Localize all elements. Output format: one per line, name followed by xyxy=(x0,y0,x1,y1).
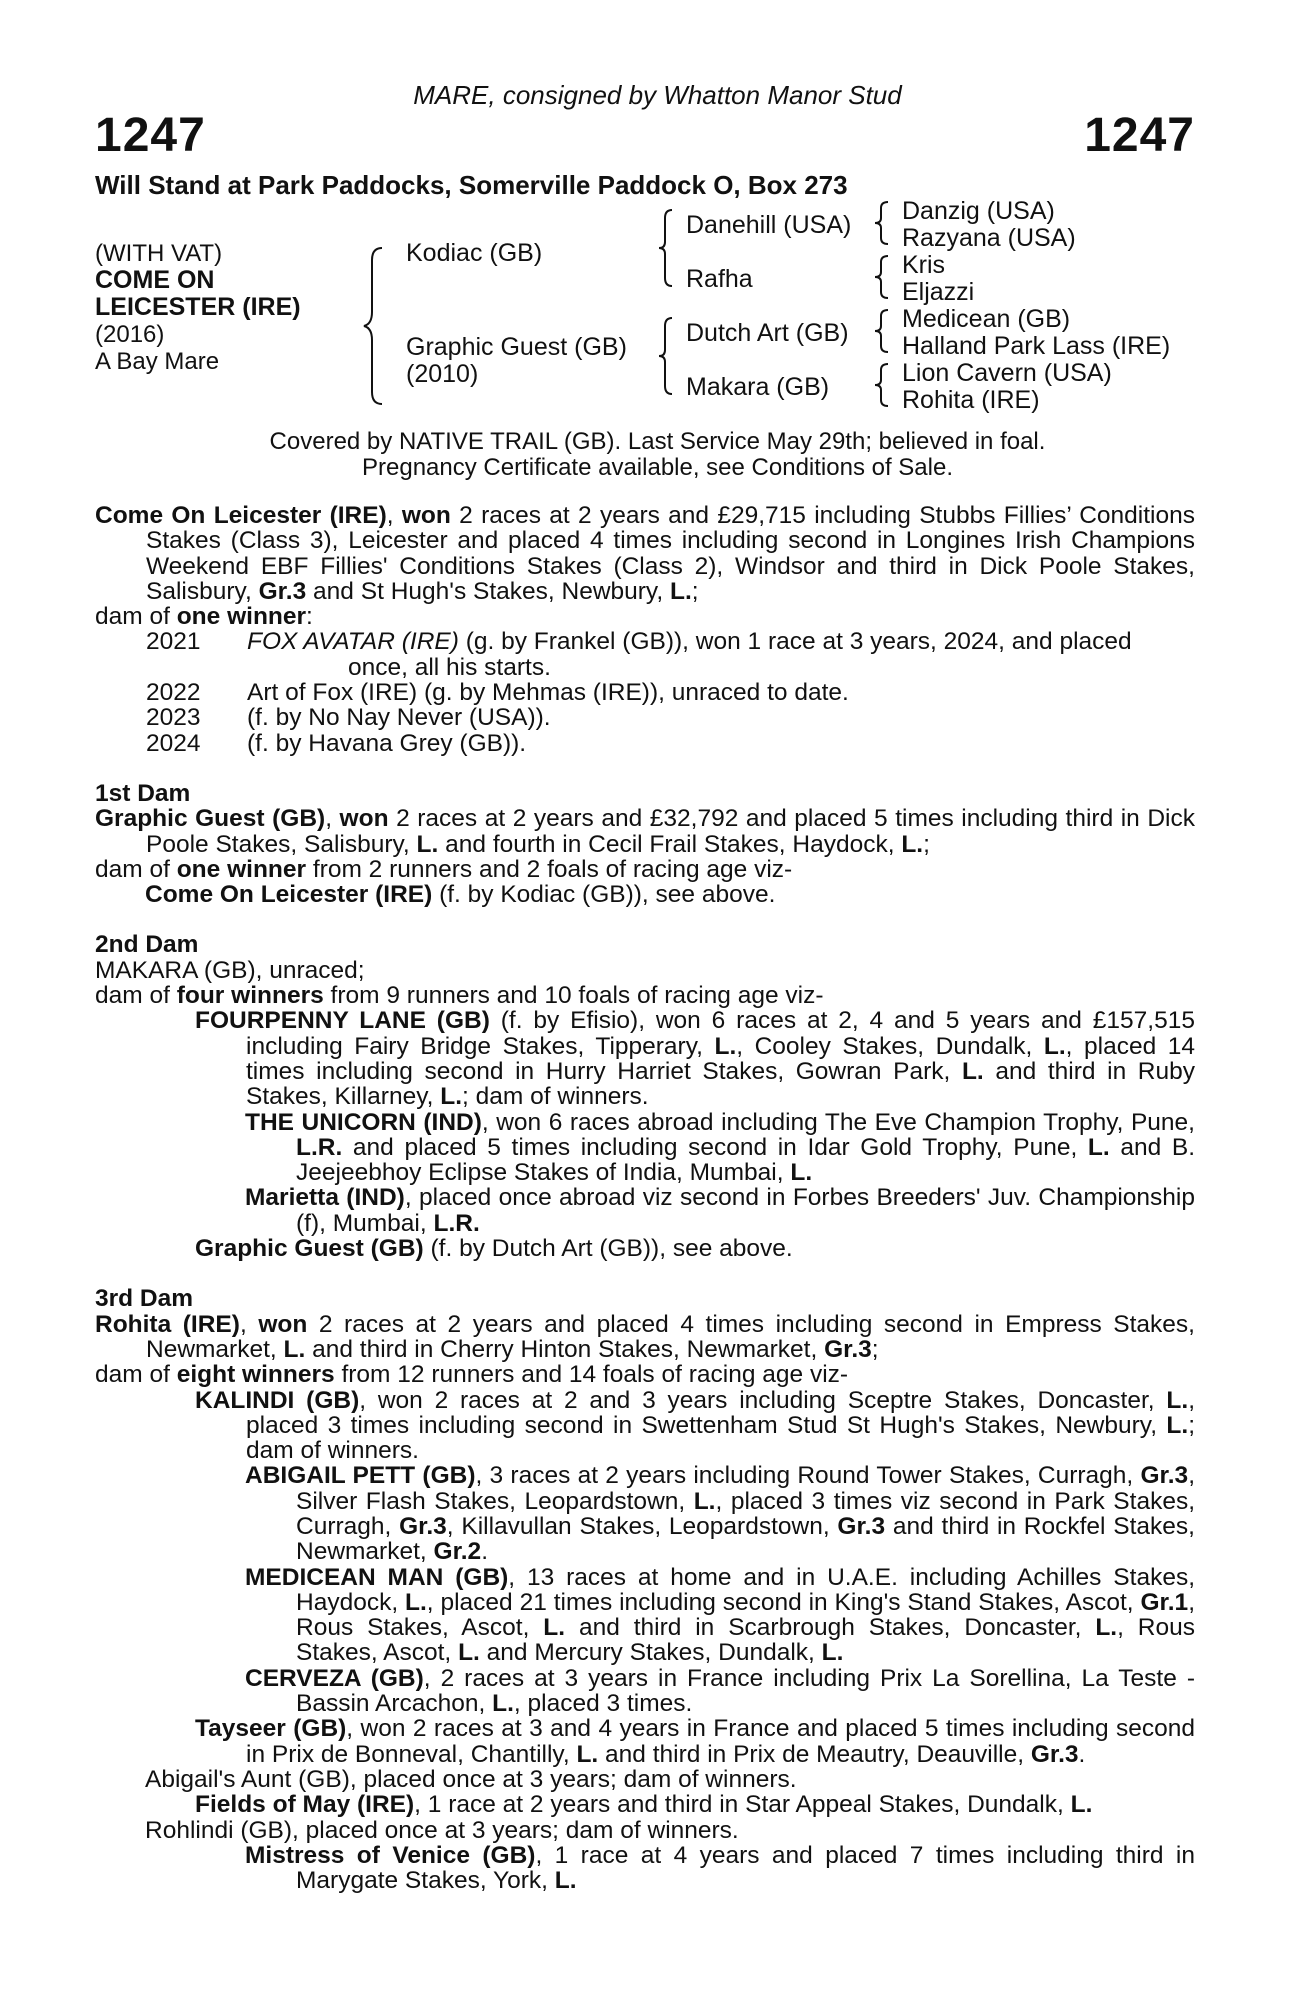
lot-number-right: 1247 xyxy=(1084,109,1195,162)
section-3rd-dam: 3rd Dam xyxy=(95,1285,194,1313)
pedigree-brace-dam xyxy=(656,316,676,396)
pedigree-brace-main xyxy=(360,246,390,406)
first-dam-produce: dam of one winner from 2 runners and 2 foals of racing age viz- xyxy=(95,855,793,883)
pedigree-sire-sire: Danehill (USA) xyxy=(686,211,852,239)
vat-note: (WITH VAT) xyxy=(95,240,223,267)
graphic-guest-ref: Graphic Guest (GB) (f. by Dutch Art (GB)), see above. xyxy=(195,1235,793,1263)
foal-2024: 2024 (f. by Havana Grey (GB)). xyxy=(146,729,527,757)
second-dam-produce: dam of four winners from 9 runners and 10 foals of racing age viz- xyxy=(95,982,824,1010)
fields-of-may: Fields of May (IRE), 1 race at 2 years and third in Star Appeal Stakes, Dundalk, L. xyxy=(195,1791,1093,1819)
abigail-pett: ABIGAIL PETT (GB), 3 races at 2 years including Round Tower Stakes, Curragh, Gr.3, Silver Flash Stakes, Leopardstown, L., placed 3 times viz second in Park Stakes, Curragh, Gr.3, Killavullan Stakes, Leopardstown, Gr.3 and third in Rockfel Stakes, Newmarket, Gr.2. xyxy=(245,1462,1195,1566)
consignor-subtitle: MARE, consigned by Whatton Manor Stud xyxy=(413,80,902,110)
medicean-man: MEDICEAN MAN (GB), 13 races at home and in U.A.E. including Achilles Stakes, Haydock, L., placed 21 times including second in King's Stand Stakes, Ascot, Gr.1, Rous Stakes, Ascot, L. and third in Scarbrough Stakes, Doncaster, L., Rous Stakes, Ascot, L. and Mercury Stakes, Dundalk, L. xyxy=(245,1563,1195,1667)
horse-identity xyxy=(95,240,301,375)
pedigree-dsd: Halland Park Lass (IRE) xyxy=(902,332,1171,360)
pedigree-dam-year: (2010) xyxy=(406,360,479,388)
catalogue-body xyxy=(95,503,1195,1893)
horse-record: Come On Leicester (IRE), won 2 races at 2 years and £29,715 including Stubbs Fillies’ Conditions Stakes (Class 3), Leicester and placed 4 times including second in Longines Irish Champions Weekend EBF Fillies' Conditions Stakes (Class 2), Windsor and third in Dick Poole Stakes, Salisbury, Gr.3 and St Hugh's Stakes, Newbury, L.; xyxy=(95,502,1195,605)
section-1st-dam: 1st Dam xyxy=(95,779,191,807)
horse-name-line2: LEICESTER (IRE) xyxy=(95,293,301,321)
mistress-of-venice: Mistress of Venice (GB), 1 race at 4 years and placed 7 times including third in Marygate Stakes, York, L. xyxy=(245,1841,1195,1895)
horse-name-line1: COME ON xyxy=(95,266,215,294)
pedigree-sire: Kodiac (GB) xyxy=(406,239,543,267)
tayseer: Tayseer (GB), won 2 races at 3 and 4 years in France and placed 5 times including second in Prix de Bonneval, Chantilly, L. and third in Prix de Meautry, Deauville, Gr.3. xyxy=(195,1715,1195,1768)
lot-number-left: 1247 xyxy=(95,109,206,162)
pedigree-sds: Kris xyxy=(902,251,946,279)
foal-2021: 2021 FOX AVATAR (IRE) (g. by Frankel (GB)), won 1 race at 3 years, 2024, and placed once, all his starts. xyxy=(146,628,1132,681)
pedigree-sss: Danzig (USA) xyxy=(902,197,1055,225)
third-dam-produce: dam of eight winners from 12 runners and 14 foals of racing age viz- xyxy=(95,1361,849,1389)
pedigree-ddd: Rohita (IRE) xyxy=(902,386,1040,414)
section-2nd-dam: 2nd Dam xyxy=(95,931,199,959)
stand-location: Will Stand at Park Paddocks, Somerville Paddock O, Box 273 xyxy=(95,170,848,200)
abigails-aunt: Abigail's Aunt (GB), placed once at 3 years; dam of winners. xyxy=(145,1765,797,1793)
pedigree-dds: Lion Cavern (USA) xyxy=(902,359,1112,387)
pedigree-ssd: Razyana (USA) xyxy=(902,224,1076,252)
fourpenny-lane: FOURPENNY LANE (GB) (f. by Efisio), won 6 races at 2, 4 and 5 years and £157,515 including Fairy Bridge Stakes, Tipperary, L., Cooley Stakes, Dundalk, L., placed 14 times including second in Hurry Harriet Stakes, Gowran Park, L. and third in Ruby Stakes, Killarney, L.; dam of winners. xyxy=(195,1007,1196,1111)
kalindi: KALINDI (GB), won 2 races at 2 and 3 years including Sceptre Stakes, Doncaster, L., placed 3 times including second in Swettenham Stud St Hugh's Stakes, Newbury, L.; dam of winners. xyxy=(195,1386,1195,1465)
pedigree-dam: Graphic Guest (GB) xyxy=(406,333,627,361)
pedigree-sdd: Eljazzi xyxy=(902,278,975,306)
cerveza: CERVEZA (GB), 2 races at 3 years in France including Prix La Sorellina, La Teste - Bassin Arcachon, L., placed 3 times. xyxy=(245,1664,1196,1718)
foal-2023: 2023 (f. by No Nay Never (USA)). xyxy=(146,704,551,732)
first-dam-foal: Come On Leicester (IRE) (f. by Kodiac (GB)), see above. xyxy=(145,881,776,909)
covered-line-1: Covered by NATIVE TRAIL (GB). Last Service May 29th; believed in foal. xyxy=(269,428,1046,455)
horse-year: (2016) xyxy=(95,321,165,348)
pedigree-brace-sire xyxy=(656,208,676,288)
pedigree-dam-sire: Dutch Art (GB) xyxy=(686,319,849,347)
horse-description: A Bay Mare xyxy=(95,348,220,375)
pedigree-brace-ds xyxy=(872,308,892,354)
the-unicorn: THE UNICORN (IND), won 6 races abroad including The Eve Champion Trophy, Pune, L.R. and placed 5 times including second in Idar Gold Trophy, Pune, L. and B. Jeejeebhoy Eclipse Stakes of India, Mumbai, L. xyxy=(245,1108,1196,1187)
pedigree-brace-dd xyxy=(872,362,892,408)
pedigree-dss: Medicean (GB) xyxy=(902,305,1071,333)
pedigree-dam-dam: Makara (GB) xyxy=(686,373,830,401)
first-dam-record: Graphic Guest (GB), won 2 races at 2 years and £32,792 and placed 5 times including third in Dick Poole Stakes, Salisbury, L. and fourth in Cecil Frail Stakes, Haydock, L.; xyxy=(95,805,1195,858)
third-dam-record: Rohita (IRE), won 2 races at 2 years and placed 4 times including second in Empress Stakes, Newmarket, L. and third in Cherry Hinton Stakes, Newmarket, Gr.3; xyxy=(95,1310,1195,1363)
pedigree-brace-ss xyxy=(872,200,892,246)
second-dam-record: MAKARA (GB), unraced; xyxy=(95,956,365,984)
pedigree-sire-dam: Rafha xyxy=(686,265,753,293)
pedigree-brace-sd xyxy=(872,254,892,300)
foal-2022: 2022 Art of Fox (IRE) (g. by Mehmas (IRE)), unraced to date. xyxy=(146,679,849,707)
dam-of-line: dam of one winner: xyxy=(95,603,313,631)
covered-line-2: Pregnancy Certificate available, see Conditions of Sale. xyxy=(362,454,953,481)
rohlindi: Rohlindi (GB), placed once at 3 years; dam of winners. xyxy=(145,1816,739,1844)
marietta: Marietta (IND), placed once abroad viz second in Forbes Breeders' Juv. Championship (f), Mumbai, L.R. xyxy=(245,1184,1195,1237)
